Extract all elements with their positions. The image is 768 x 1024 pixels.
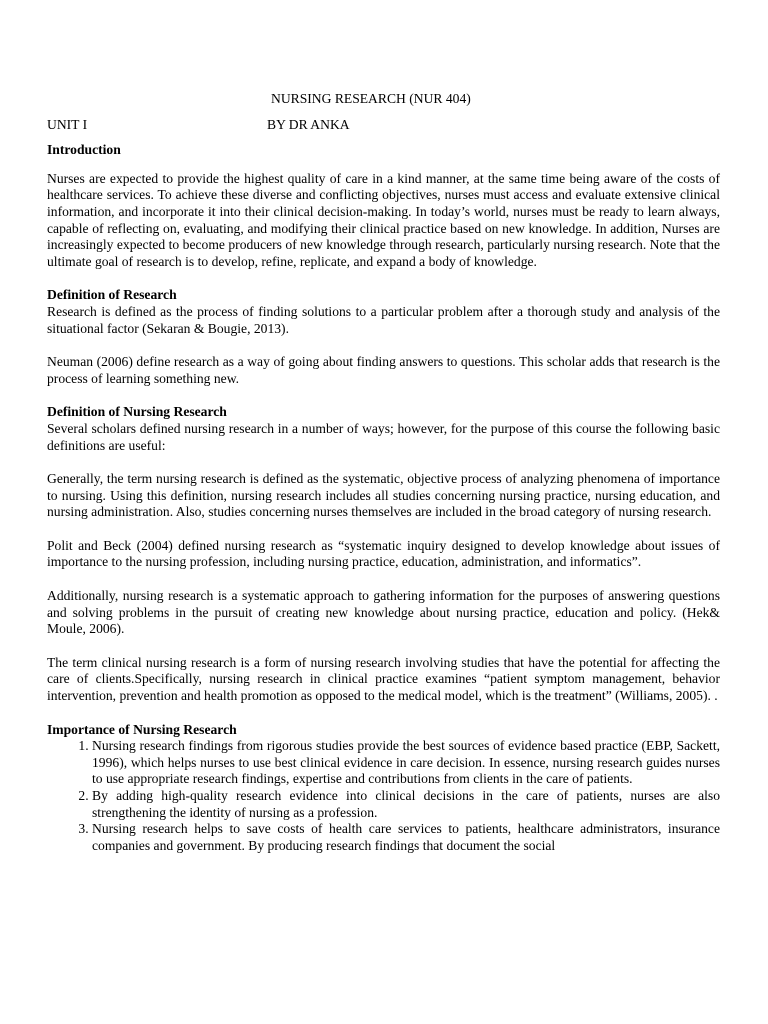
paragraph: Research is defined as the process of finding solutions to a particular problem after a thorough study and analysis of the situational factor (Sekaran & Bougie, 2013). [47,303,720,336]
list-item: 2. By adding high-quality research evidence into clinical decisions in the care of patients, nurses are also strengthening the identity of nursing as a profession. [92,788,720,821]
document-body [47,91,720,854]
list-item: 3. Nursing research helps to save costs of health care services to patients, healthcare administrators, insurance companies and government. By producing research findings that document the social [92,821,720,854]
paragraph: Several scholars defined nursing research in a number of ways; however, for the purpose of this course the following basic definitions are useful: [47,420,720,453]
paragraph: The term clinical nursing research is a form of nursing research involving studies that have the potential for affecting the care of clients.Specifically, nursing research in clinical practice examines “patient symptom management, behavior intervention, prevention and health promotion as opposed to the medical model, which is the treatment” (Williams, 2005). . [47,654,720,704]
paragraph: Neuman (2006) define research as a way of going about finding answers to questions. This scholar adds that research is the process of learning something new. [47,354,720,386]
unit-label: UNIT I [47,116,88,132]
paragraph: Polit and Beck (2004) defined nursing research as “systematic inquiry designed to develop knowledge about issues of importance to the nursing profession, including nursing practice, education, administration, and informatics”. [47,537,720,570]
importance-list [47,738,720,854]
paragraph: Generally, the term nursing research is defined as the systematic, objective process of analyzing phenomena of importance to nursing. Using this definition, nursing research includes all studies concerning nursing practice, nursing education, and nursing administration. Also, studies concerning nurses themselves are included in the broad category of nursing research. [47,471,720,520]
definition-research-heading: Definition of Research [47,287,177,303]
author-label: BY DR ANKA [267,116,350,132]
definition-nursing-research-heading: Definition of Nursing Research [47,404,227,420]
importance-heading: Importance of Nursing Research [47,721,237,737]
introduction-paragraph: Nurses are expected to provide the highest quality of care in a kind manner, at the same time being aware of the costs of healthcare services. To achieve these diverse and conflicting objectives, nurses must access and evaluate extensive clinical information, and incorporate it into their clinical decision-making. In today’s world, nurses must be ready to learn always, capable of reflecting on, evaluating, and modifying their clinical practice based on new knowledge. In addition, Nurses are increasingly expected to become producers of new knowledge through research, particularly nursing research. Note that the ultimate goal of research is to develop, refine, replicate, and expand a body of knowledge. [47,170,720,269]
introduction-heading: Introduction [47,142,121,158]
document-title: NURSING RESEARCH (NUR 404) [271,91,471,106]
paragraph: Additionally, nursing research is a systematic approach to gathering information for the purposes of answering questions and solving problems in the pursuit of creating new knowledge about nursing practice, education and policy. (Hek& Moule, 2006). [47,588,720,637]
unit-author-line [47,117,720,134]
list-item: 1. Nursing research findings from rigorous studies provide the best sources of evidence based practice (EBP, Sackett, 1996), which helps nurses to use best clinical evidence in care decision. In essence, nursing research guides nurses to use appropriate research findings, expertise and contributions from clients in the care of patients. [92,738,720,788]
